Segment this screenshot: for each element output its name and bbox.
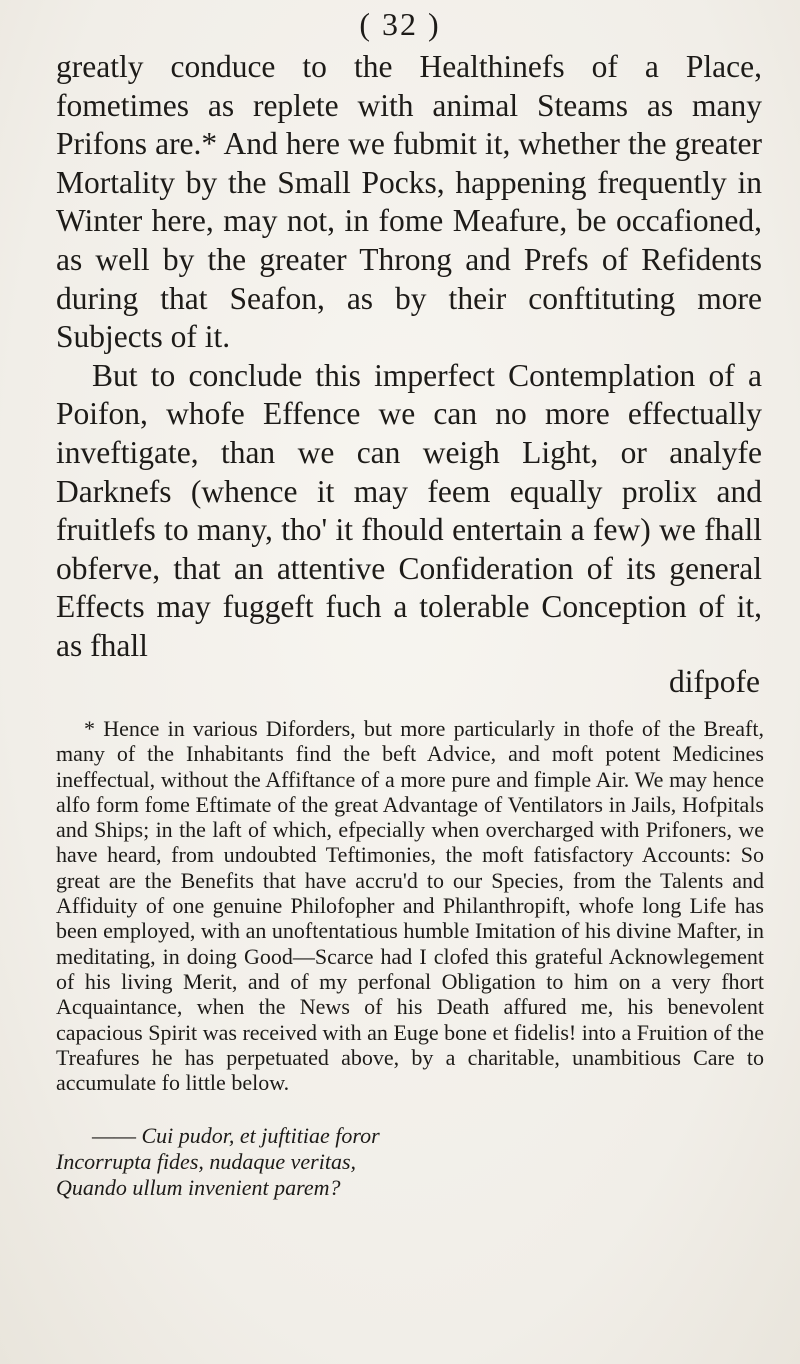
- main-paragraph-1: greatly conduce to the Healthinefs of a Place, fometimes as replete with animal Steams as many Prifons are.* And here we fubmit it, whether the greater Mortality by the Small Pocks, happening frequently in Winter here, may not, in fome Meafure, be occafioned, as well by the greater Throng and Prefs of Refidents during that Seafon, as by their conftituting more Subjects of it.: [56, 49, 762, 355]
- page-number: ( 32 ): [359, 6, 441, 42]
- catchword: difpofe: [669, 664, 760, 699]
- verse-line-2: Incorrupta fides, nudaque veritas,: [56, 1149, 357, 1174]
- verse-line-1-text: Cui pudor, et juftitiae foror: [141, 1123, 380, 1148]
- footnote-text: * Hence in various Diforders, but more particularly in thofe of the Breaft, many of the Inhabitants find the beft Advice, and moft potent Medicines ineffectual, without the Affiftance of a more pure and fimple Air. We may hence alfo form fome Eftimate of the great Advantage of Ventilators in Jails, Hofpitals and Ships; in the laft of which, efpecially when overcharged with Prifoners, we have heard, from undoubted Teftimonies, the moft fatisfactory Accounts: So great are the Benefits that have accru'd to our Species, from the Talents and Affiduity of one genuine Philofopher and Philanthropift, whofe long Life has been employed, with an unoftentatious humble Imitation of his divine Mafter, in meditating, in doing Good—Scarce had I clofed this grateful Acknowlegement of his living Merit, and of my perfonal Obligation to him on a very fhort Acquaintance, when the News of his Death affured me, his benevolent capacious Spirit was received with an Euge bone et fidelis! into a Fruition of the Treafures he has perpetuated above, by a charitable, unambitious Care to accumulate fo little below.: [56, 716, 764, 1096]
- verse-line-3: Quando ullum invenient parem?: [56, 1175, 341, 1200]
- verse-line-1: [56, 1123, 756, 1149]
- verse-dash: ——: [92, 1123, 136, 1148]
- main-paragraph-2: But to conclude this imperfect Contemplation of a Poifon, whofe Effence we can no more effectually inveftigate, than we can weigh Light, or analyfe Darknefs (whence it may feem equally prolix and fruitlefs to many, tho' it fhould entertain a few) we fhall obferve, that an attentive Confideration of its general Effects may fuggeft fuch a tolerable Conception of it, as fhall: [56, 357, 762, 663]
- footnote: [56, 716, 764, 1095]
- main-text: [56, 48, 762, 666]
- footnote-verse: [56, 1123, 756, 1201]
